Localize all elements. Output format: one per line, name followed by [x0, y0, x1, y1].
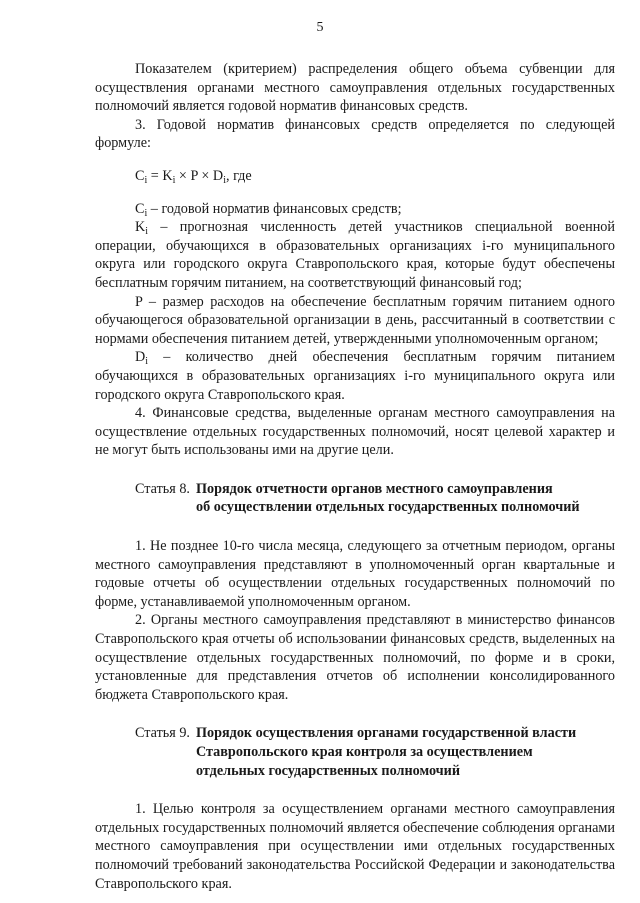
definition-k: $K_i$ – прогнозная численность детей участников специальной военной операции, обучающихся в образовательных организациях i-го муниципального округа или городского округа Ставропольского края, которые будут обеспечены бесплатным горячим питанием, на соответствующий финансовый год;	[95, 219, 615, 291]
definition-p: P – размер расходов на обеспечение бесплатным горячим питанием одного обучающегося образовательной организации в день, рассчитанный в соответствии с нормами обеспечения питанием детей, утвержденными уполномоченным органом;	[95, 293, 615, 347]
article-8-title: Порядок отчетности органов местного самоуправления об осуществлении отдельных государственных полномочий	[195, 480, 580, 516]
paragraph-4: 4. Финансовые средства, выделенные органам местного самоуправления на осуществление отдельных государственных полномочий, носят целевой характер и не могут быть использованы ими на другие цели.	[95, 405, 615, 459]
article-8-label: Статья 8.	[135, 480, 190, 497]
article-9-paragraph-1: 1. Целью контроля за осуществлением органами местного самоуправления отдельных государственных полномочий является обеспечение соблюдения органами местного самоуправления при осуществлении ими отдельных государственных полномочий требований законодательства Российской Федерации и законодательства Ставропольского края.	[95, 801, 615, 892]
definition-d: $D_i$ – количество дней обеспечения бесплатным горячим питанием обучающихся в образовательных организациях i-го муниципального округа или городского округа Ставропольского края.	[95, 349, 615, 403]
article-9-label: Статья 9.	[135, 725, 190, 742]
definition-c: $C_i$ – годовой норматив финансовых средств;	[135, 200, 402, 219]
article-8-paragraph-2: 2. Органы местного самоуправления представляют в министерство финансов Ставропольского края отчеты об использовании финансовых средств, выделенных на осуществление отдельных государственных полномочий, по форме и в сроки, установленные для представления отчетов об исполнении консолидированного бюджета Ставропольского края.	[95, 612, 615, 703]
page-number: 5	[316, 20, 324, 35]
article-9-heading	[135, 724, 615, 780]
formula: $C_i = K_i \times P \times D_i$, где	[135, 167, 252, 186]
article-8-heading	[135, 480, 615, 517]
article-8-paragraph-1: 1. Не позднее 10-го числа месяца, следующего за отчетным периодом, органы местного самоуправления представляют в уполномоченный орган квартальные и годовые отчеты об осуществлении отдельных государственных полномочий по форме, устанавливаемой уполномоченным органом.	[95, 538, 615, 610]
paragraph-criterion: Показателем (критерием) распределения общего объема субвенции для осуществления органами местного самоуправления отдельных государственных полномочий является годовой норматив финансовых средств.	[95, 61, 615, 115]
document-body	[95, 60, 615, 893]
article-9-title: Порядок осуществления органами государственной власти Ставропольского края контроля за осуществлением отдельных государственных полномочий	[195, 725, 577, 779]
paragraph-3: 3. Годовой норматив финансовых средств определяется по следующей формуле:	[95, 116, 615, 152]
